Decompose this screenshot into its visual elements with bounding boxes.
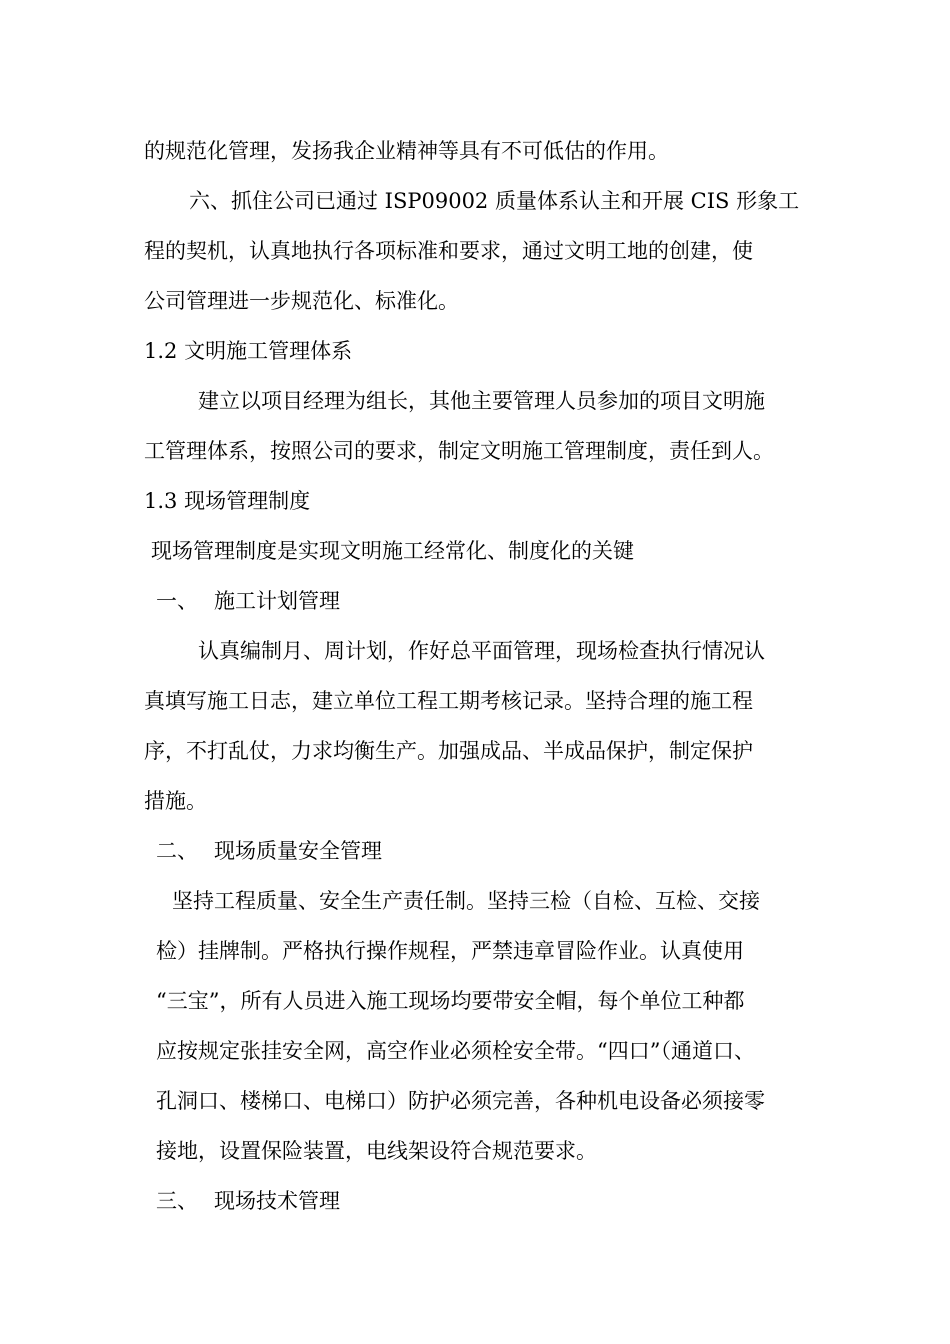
list-heading: 现场质量安全管理 <box>214 839 382 863</box>
list-number: 一、 <box>156 589 198 613</box>
paragraph-line: 措施。 <box>144 789 207 813</box>
list-number: 三、 <box>156 1189 198 1213</box>
paragraph-line: 公司管理进一步规范化、标准化。 <box>144 289 459 313</box>
paragraph-line: 真填写施工日志，建立单位工程工期考核记录。坚持合理的施工程 <box>144 689 753 713</box>
section-heading: 1.2 文明施工管理体系 <box>144 339 353 363</box>
paragraph-line: 检）挂牌制。严格执行操作规程，严禁违章冒险作业。认真使用 <box>156 939 744 963</box>
paragraph-line: 六、抓住公司已通过 ISP09002 质量体系认主和开展 CIS 形象工 <box>189 189 800 213</box>
paragraph-line: 坚持工程质量、安全生产责任制。坚持三检（自检、互检、交接 <box>172 889 760 913</box>
list-number: 二、 <box>156 839 198 863</box>
paragraph-line: 现场管理制度是实现文明施工经常化、制度化的关键 <box>151 539 634 563</box>
paragraph-line: 应按规定张挂安全网，高空作业必须栓安全带。“四口”（通道口、 <box>156 1039 755 1063</box>
paragraph-line: 序，不打乱仗，力求均衡生产。加强成品、半成品保护，制定保护 <box>144 739 753 763</box>
list-heading: 施工计划管理 <box>214 589 340 613</box>
paragraph-line: 的规范化管理，发扬我企业精神等具有不可低估的作用。 <box>144 139 669 163</box>
paragraph-line: 孔洞口、楼梯口、电梯口）防护必须完善，各种机电设备必须接零 <box>156 1089 765 1113</box>
paragraph-line: “三宝”，所有人员进入施工现场均要带安全帽，每个单位工种都 <box>156 989 745 1013</box>
paragraph-line: 认真编制月、周计划，作好总平面管理，现场检查执行情况认 <box>198 639 765 663</box>
section-heading: 1.3 现场管理制度 <box>144 489 311 513</box>
paragraph-line: 接地，设置保险装置，电线架设符合规范要求。 <box>156 1139 597 1163</box>
paragraph-line: 工管理体系，按照公司的要求，制定文明施工管理制度，责任到人。 <box>144 439 774 463</box>
paragraph-line: 建立以项目经理为组长，其他主要管理人员参加的项目文明施 <box>198 389 765 413</box>
paragraph-line: 程的契机，认真地执行各项标准和要求，通过文明工地的创建，使 <box>144 239 753 263</box>
list-heading: 现场技术管理 <box>214 1189 340 1213</box>
